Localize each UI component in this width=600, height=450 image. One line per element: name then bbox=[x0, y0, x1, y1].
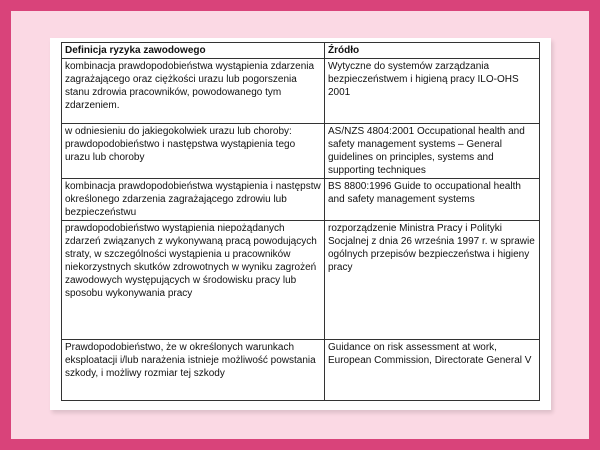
source-cell: Wytyczne do systemów zarządzania bezpieczeństwem i higieną pracy ILO-OHS 2001 bbox=[325, 59, 540, 124]
source-cell: Guidance on risk assessment at work, European Commission, Directorate General V bbox=[325, 340, 540, 401]
table-row bbox=[62, 124, 540, 179]
definition-cell: prawdopodobieństwo wystąpienia niepożądanych zdarzeń związanych z wykonywaną pracą powodujących straty, w szczególności wystąpienia u pracowników niekorzystnych skutków zdrowotnych w wyniku zagrożeń zawodowych występujących w środowisku pracy lub sposobu wykonywania pracy bbox=[62, 221, 325, 340]
source-cell: rozporządzenie Ministra Pracy i Polityki Socjalnej z dnia 26 września 1997 r. w sprawie ogólnych przepisów bezpieczeństwa i higieny pracy bbox=[325, 221, 540, 340]
table-row bbox=[62, 179, 540, 221]
slide-content bbox=[50, 38, 551, 410]
table-row bbox=[62, 221, 540, 340]
definition-cell: kombinacja prawdopodobieństwa wystąpienia zdarzenia zagrażającego oraz ciężkości urazu lub pogorszenia stanu zdrowia pracowników, powodowanego tym zdarzeniem. bbox=[62, 59, 325, 124]
header-source: Źródło bbox=[325, 43, 540, 59]
table-header-row bbox=[62, 43, 540, 59]
definition-cell: w odniesieniu do jakiegokolwiek urazu lub choroby: prawdopodobieństwo i następstwa wystąpienia tego urazu lub choroby bbox=[62, 124, 325, 179]
definition-cell: kombinacja prawdopodobieństwa wystąpienia i następstw określonego zdarzenia zagrażającego zdrowiu lub bezpieczeństwu bbox=[62, 179, 325, 221]
source-cell: AS/NZS 4804:2001 Occupational health and safety management systems – General guidelines on principles, systems and supporting techniques bbox=[325, 124, 540, 179]
table-row bbox=[62, 340, 540, 401]
source-cell: BS 8800:1996 Guide to occupational health and safety management systems bbox=[325, 179, 540, 221]
risk-definitions-table bbox=[61, 42, 540, 401]
definition-cell: Prawdopodobieństwo, że w określonych warunkach eksploatacji i/lub narażenia istnieje możliwość powstania szkody, i możliwy rozmiar tej szkody bbox=[62, 340, 325, 401]
header-definition: Definicja ryzyka zawodowego bbox=[62, 43, 325, 59]
table-row bbox=[62, 59, 540, 124]
